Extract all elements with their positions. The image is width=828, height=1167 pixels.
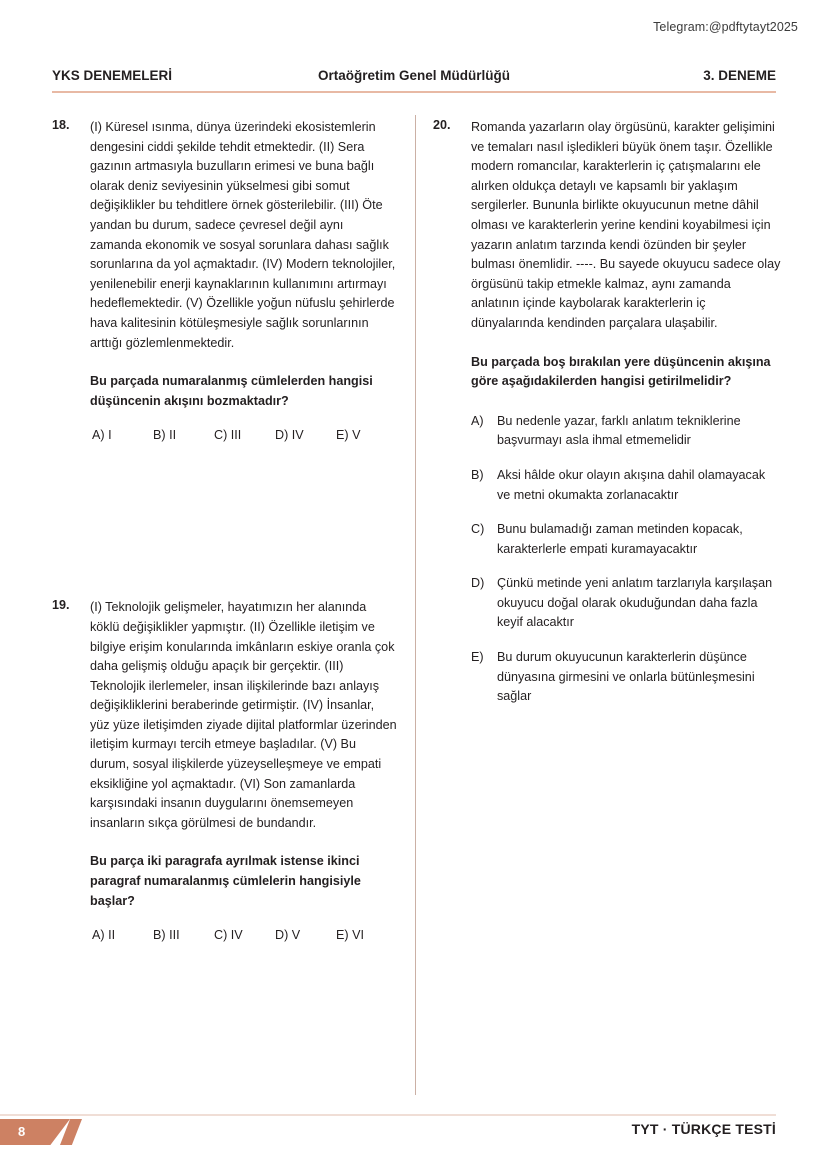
question-19-option-d[interactable]: [275, 928, 336, 942]
question-20: [433, 118, 781, 707]
question-20-options: [471, 412, 781, 707]
option-letter: C): [214, 428, 228, 443]
question-18-number: 18.: [52, 118, 70, 132]
question-19-number: 19.: [52, 598, 70, 613]
option-letter: A): [92, 928, 105, 943]
option-letter: D): [275, 428, 289, 443]
header-divider-rule: [52, 91, 776, 93]
question-18-option-e[interactable]: [336, 428, 397, 442]
option-text: II: [169, 428, 177, 443]
option-letter: E): [336, 428, 349, 443]
option-letter: B): [153, 928, 166, 943]
question-18-passage: (I) Küresel ısınma, dünya üzerindeki ekosistemlerin dengesini ciddi şekilde tehdit etmektedir. (II) Sera gazının artmasıyla buzulların erimesi ve buna bağlı olarak deniz seviyesinin yükselmesi gibi somut değişiklikler bu tehditlere örnek gösterilebilir. (III) Öte yandan bu durum, sadece çevresel değil aynı zamanda ekonomik ve sosyal sorunlara dahası sağlık sorunlarına da yol açmaktadır. (IV) Modern teknolojiler, yenilenebilir enerji kaynaklarının kullanımını artırmayı hedeflemektedir. (V) Özellikle yoğun nüfuslu şehirlerde hava kalitesinin kötüleşmesiyle sağlık sorunlarının arttığı gözlemlenmektedir.: [90, 120, 396, 350]
option-letter: A): [471, 413, 484, 428]
option-letter: D): [471, 576, 485, 591]
question-19-options: [90, 928, 397, 942]
option-text: V: [352, 428, 361, 443]
option-letter: B): [471, 467, 484, 482]
question-18: [52, 118, 397, 442]
right-column: [433, 118, 781, 733]
question-20-number: 20.: [433, 118, 451, 132]
page-number-badge: [0, 1119, 70, 1145]
question-20-passage: Romanda yazarların olay örgüsünü, karakter gelişimini ve temaları nasıl işledikleri büyük önem taşır. Özellikle modern romancılar, karakterlerin iç çatışmalarını ele alırken oldukça detaylı ve kapsamlı bir yaklaşım sergilerler. Bununla birlikte okuyucunun metne dâhil olması ve karakterlerin yerine kendini koyabilmesi için yazarın anlatım tarzında kendi özünden bir şeyler bulması önemlidir. ----. Bu sayede okuyucu sadece olay örgüsünü takip etmekle kalmaz, aynı zamanda anlatının içinde kaybolarak karakterlerin iç dünyalarında kendinden parçalara ulaşabilir.: [471, 120, 781, 330]
page-number-label: 8: [18, 1124, 26, 1139]
question-20-option-a[interactable]: [471, 412, 781, 451]
option-letter: D): [275, 928, 289, 943]
header-center-title: Ortaöğretim Genel Müdürlüğü: [317, 68, 511, 83]
question-20-prompt: Bu parçada boş bırakılan yere düşüncenin akışına göre aşağıdakilerden hangisi getirilmelidir?: [471, 354, 771, 389]
header-right-title: 3. DENEME: [703, 68, 776, 83]
question-18-prompt: Bu parçada numaralanmış cümlelerden hangisi düşüncenin akışını bozmaktadır?: [90, 374, 373, 408]
option-text: Bu durum okuyucunun karakterlerin düşünce dünyasına girmesini ve onlarla bütünleşmesini sağlar: [497, 650, 755, 704]
question-18-option-d[interactable]: [275, 428, 336, 442]
question-20-option-c[interactable]: [471, 520, 781, 559]
question-19: [52, 598, 397, 942]
option-text: II: [108, 928, 116, 943]
question-18-option-c[interactable]: [214, 428, 275, 442]
header-left-title: YKS DENEMELERİ: [52, 68, 173, 83]
option-letter: B): [153, 428, 166, 443]
question-20-option-d[interactable]: [471, 574, 781, 633]
option-letter: C): [471, 522, 485, 537]
option-text: III: [230, 428, 242, 443]
option-text: III: [169, 928, 180, 943]
left-column: [52, 118, 397, 968]
question-19-option-a[interactable]: [90, 928, 153, 942]
option-letter: E): [336, 928, 349, 943]
question-19-option-e[interactable]: [336, 928, 397, 942]
question-20-option-e[interactable]: [471, 648, 781, 707]
option-text: Çünkü metinde yeni anlatım tarzlarıyla karşılaşan okuyucu doğal olarak okuduğundan daha fazla keyif alacaktır: [497, 576, 773, 630]
footer-test-title: TYT · TÜRKÇE TESTİ: [631, 1121, 776, 1137]
option-text: V: [291, 928, 301, 943]
option-text: I: [108, 428, 112, 443]
questions-content: [0, 118, 828, 1078]
option-text: Bu nedenle yazar, farklı anlatım tekniklerine başvurmayı asla ihmal etmemelidir: [497, 413, 741, 448]
question-20-option-b[interactable]: [471, 466, 781, 505]
question-19-option-c[interactable]: [214, 928, 275, 942]
footer-divider-rule: [0, 1114, 776, 1116]
option-letter: A): [92, 428, 105, 443]
question-18-options: [90, 428, 397, 442]
option-letter: C): [214, 928, 228, 943]
question-19-passage: (I) Teknolojik gelişmeler, hayatımızın her alanında köklü değişiklikler yapmıştır. (II) Özellikle iletişim ve bilgiye erişim konularında imkânların eskiye oranla çok daha gelişmiş olduğu apaçık bir gerçektir. (III) Teknolojik ilerlemeler, insan ilişkilerinde bazı anlayış değişikliklerini beraberinde getirmiştir. (IV) İnsanlar, yüz yüze iletişimden ziyade dijital platformlar üzerinden iletişim kurmayı tercih etmeye başladılar. (V) Bu durum, sosyal ilişkilerde yüzeyselleşmeye ve empati eksikliğine yol açmaktadır. (VI) Son zamanlarda karşısındaki insanın duygularını önemsemeyen insanların sıkça görülmesi de bundandır.: [90, 600, 397, 830]
option-text: IV: [291, 428, 304, 443]
question-19-option-b[interactable]: [153, 928, 214, 942]
option-text: VI: [352, 928, 364, 943]
question-18-option-b[interactable]: [153, 428, 214, 442]
option-letter: E): [471, 650, 484, 665]
option-text: IV: [230, 928, 243, 943]
question-18-option-a[interactable]: [90, 428, 153, 442]
telegram-watermark: Telegram:@pdftytayt2025: [653, 20, 798, 34]
question-19-prompt: Bu parça iki paragrafa ayrılmak istense ikinci paragraf numaralanmış cümlelerin hangisiyle başlar?: [90, 854, 361, 908]
option-text: Aksi hâlde okur olayın akışına dahil olamayacak ve metni okumakta zorlanacaktır: [497, 467, 766, 502]
option-text: Bunu bulamadığı zaman metinden kopacak, karakterlerle empati kuramayacaktır: [497, 522, 743, 556]
